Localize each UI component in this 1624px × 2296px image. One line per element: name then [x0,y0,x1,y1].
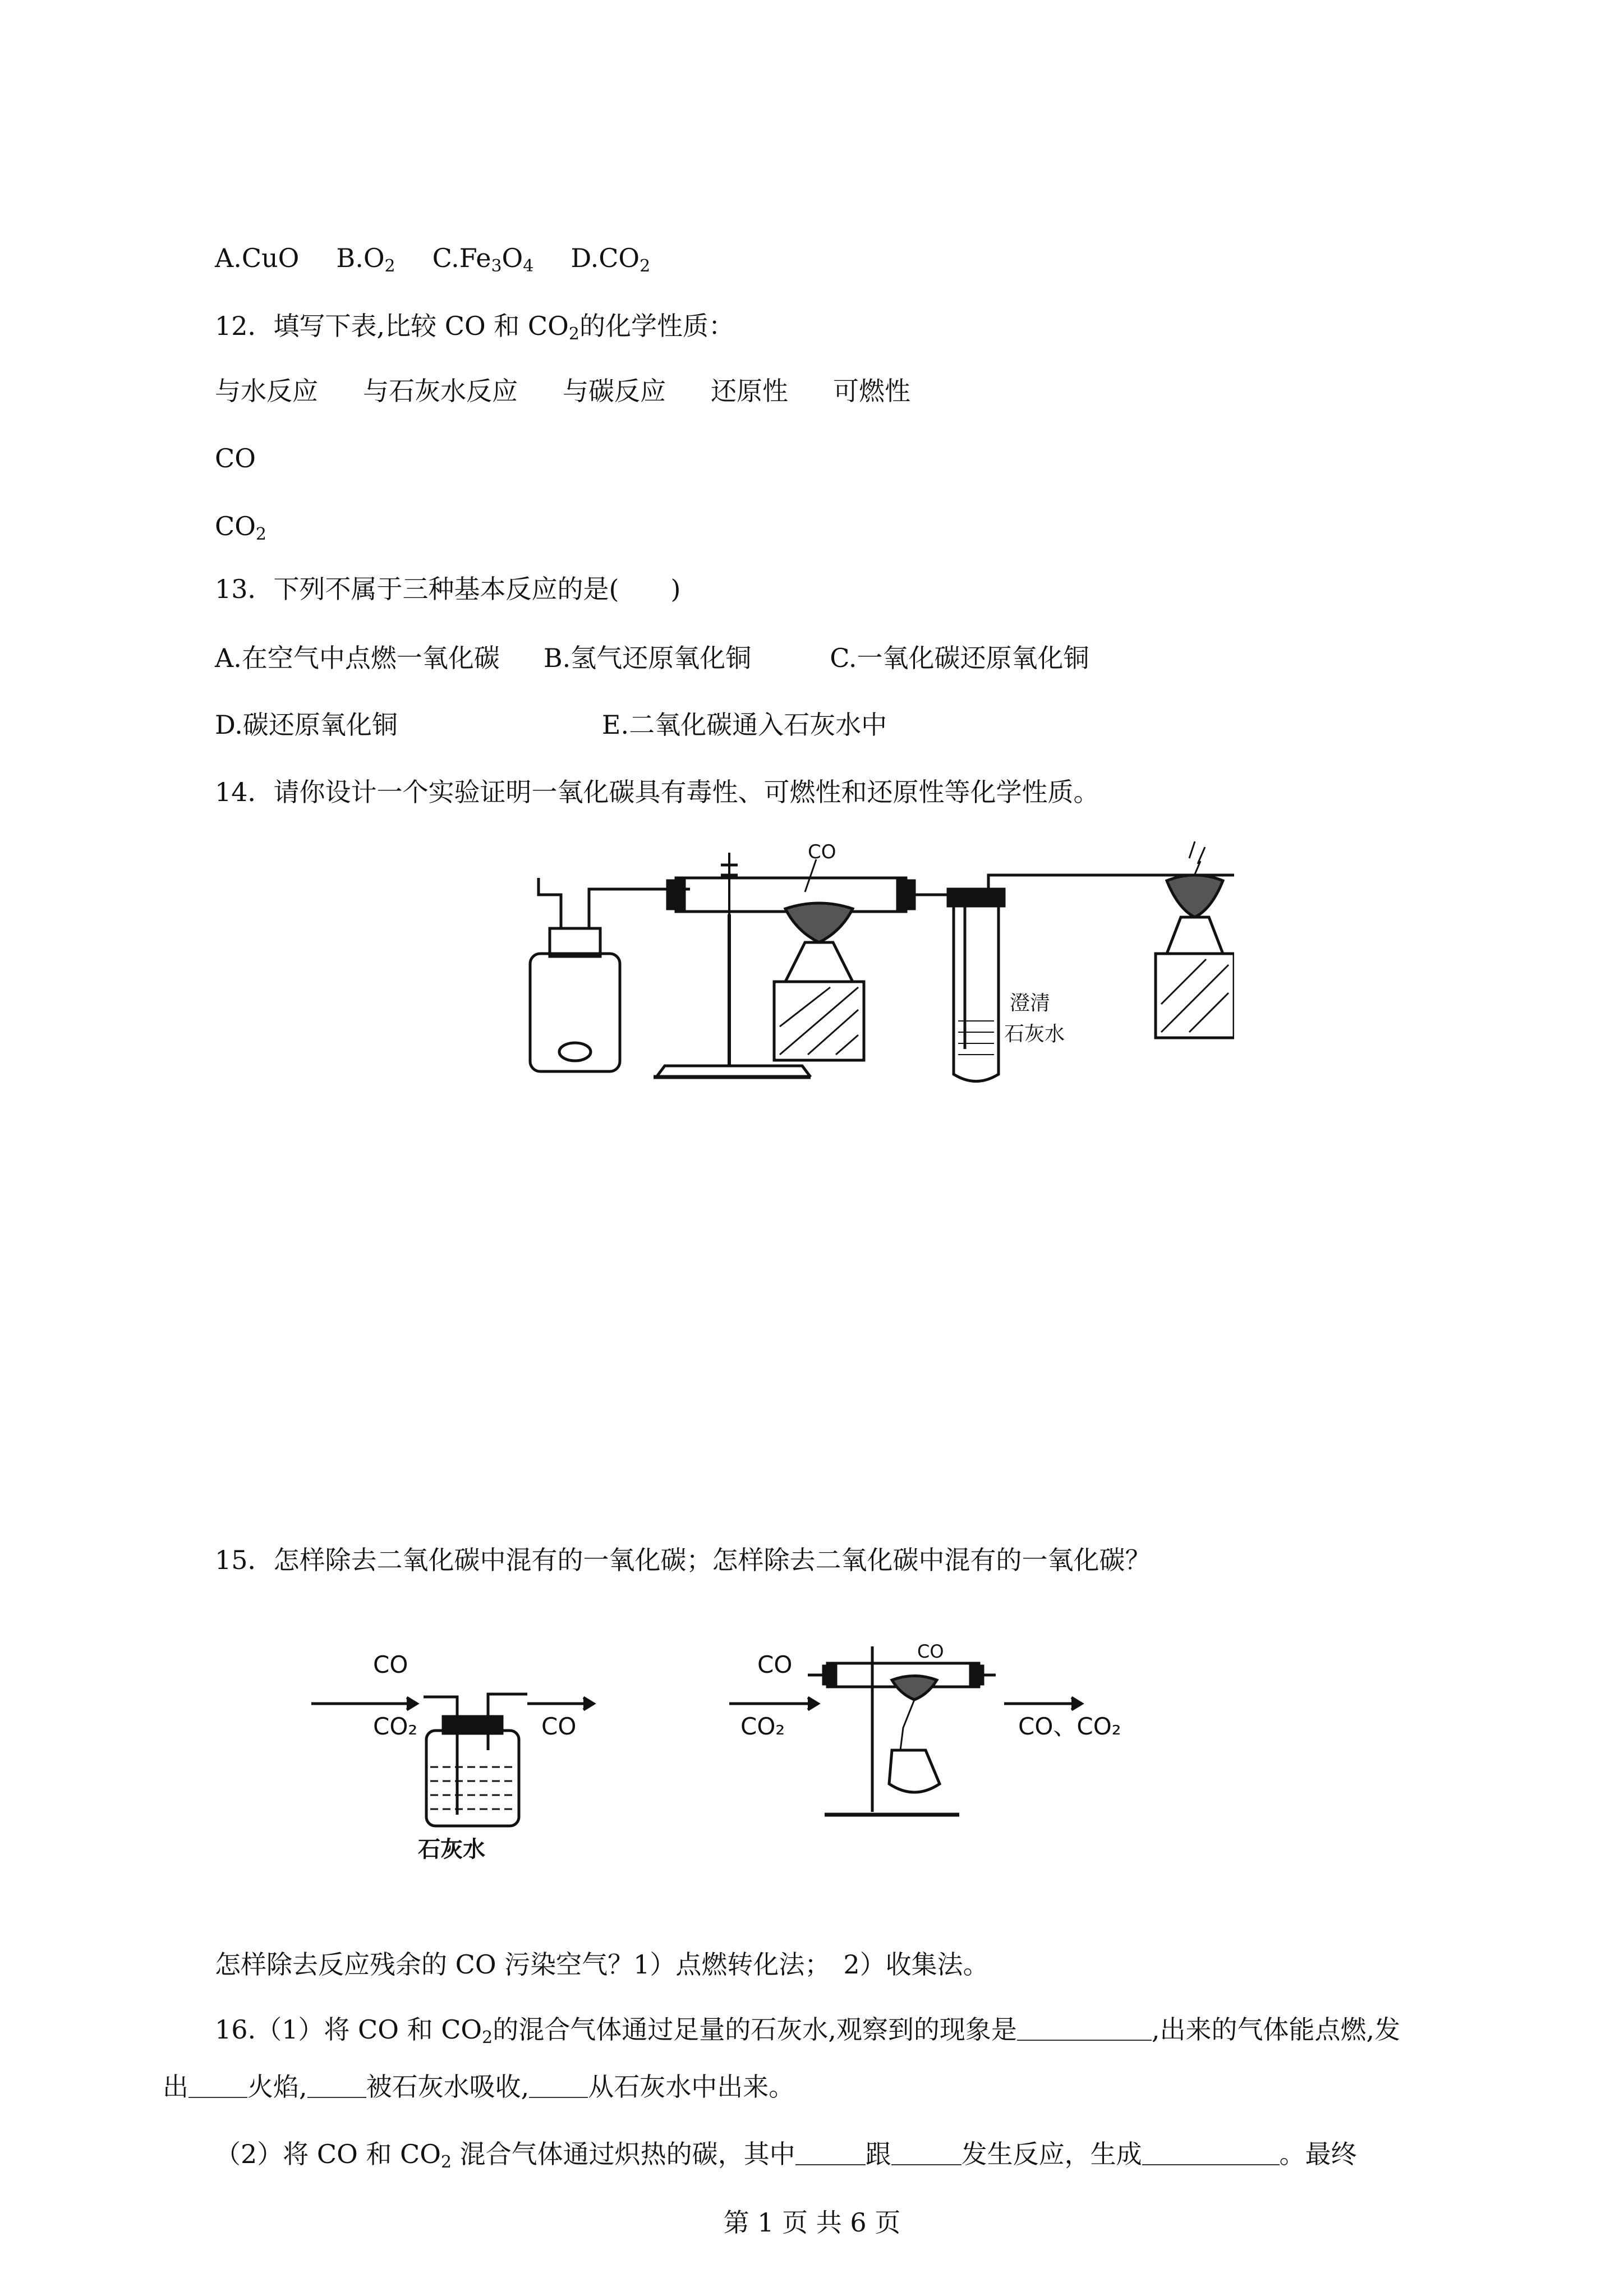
q11-option-a: A.CuO [215,243,300,273]
q14-limewater-label-1: 澄清 [1010,992,1051,1015]
q16-blank-reactant2[interactable] [891,2138,961,2165]
q11-option-c: $C.Fe_3O_4$ [432,243,534,276]
q14-limewater-label-2: 石灰水 [1004,1023,1065,1046]
q12-header-flammable: 可燃性 [833,376,910,406]
q15-fig2-in-co: CO [757,1651,793,1678]
q14-co-label: CO [808,841,836,863]
q16-blank-reactant1[interactable] [795,2138,866,2165]
q14-mouse [559,1043,591,1061]
q13-options-row1 [215,641,1089,675]
q15-fig2-in-co2: CO₂ [740,1713,785,1740]
q13-option-a: A.在空气中点燃一氧化碳 [215,643,500,673]
q15-fig1-in-co: CO [373,1651,408,1678]
q16-blank-passed[interactable] [529,2071,588,2098]
q14-apparatus-diagram [505,836,1234,1094]
q12-header-limewater: 与石灰水反应 [363,376,518,406]
q13-option-e: E.二氧化碳通入石灰水中 [601,710,887,740]
q15-fig2-tube-co: CO [917,1641,944,1662]
q12-header-carbon: 与碳反应 [563,376,666,406]
q12-row-co: CO [215,443,256,473]
q16-part1-line1: 16.（1）将 CO 和 $CO_2$的混合气体通过足量的石灰水,观察到的现象是 ,出来的气体能点燃,发 [215,2014,1401,2047]
q15-fig1-limewater-label: 石灰水 [418,1837,485,1862]
q15-stem: 15．怎样除去二氧化碳中混有的一氧化碳；怎样除去二氧化碳中混有的一氧化碳？ [215,1545,1151,1575]
q14-end-flame [1167,875,1223,917]
q11-option-d: $D.CO_2$ [571,243,651,276]
q12-header-water: 与水反应 [215,376,318,406]
q13-options-row2 [215,708,887,742]
q13-option-b: B.氢气还原氧化铜 [543,643,752,673]
q16-part2-line1: （2）将 CO 和 $CO_2$ 混合气体通过炽热的碳，其中 跟 发生反应，生成 。最终 [215,2139,1357,2172]
q12-header-reducing: 还原性 [711,376,788,406]
q15-fig1-out-co: CO [541,1713,577,1740]
q14-stem: 14．请你设计一个实验证明一氧化碳具有毒性、可燃性和还原性等化学性质。 [215,777,1099,807]
q15-fig2-out: CO、CO₂ [1018,1713,1121,1740]
q12-stem: 12．填写下表,比较 CO 和 $CO_2$的化学性质： [215,311,734,344]
q13-option-d: D.碳还原氧化铜 [215,710,398,740]
q14-flame [785,903,853,942]
q14-limewater-tube [954,895,999,1082]
q15-heated-tube-diagram [724,1638,1150,1829]
q12-table-header [215,374,910,408]
q16-blank-product[interactable] [1142,2138,1280,2165]
q13-stem: 13．下列不属于三种基本反应的是( ) [215,574,681,604]
q16-blank-absorbed[interactable] [307,2071,366,2098]
q16-blank-flame[interactable] [188,2071,247,2098]
q13-option-c: C.一氧化碳还原氧化铜 [830,643,1089,673]
q11-option-b: $B.O_2$ [336,243,395,276]
q12-row-co2: $CO_2$ [215,511,267,544]
q15-followup: 怎样除去反应残余的 CO 污染空气？1）点燃转化法； 2）收集法。 [215,1949,989,1980]
q15-limewater-diagram [306,1638,654,1862]
q16-part1-line2: 出 火焰, 被石灰水吸收, 从石灰水中出来。 [163,2072,795,2102]
q11-options [215,241,650,275]
q15-fig1-in-co2: CO₂ [373,1713,418,1740]
q15-burner [889,1750,940,1792]
q15-wash-bottle [426,1731,519,1826]
page-footer: 第 1 页 共 6 页 [723,2207,901,2238]
q14-mouse-jar [530,954,620,1071]
q16-blank-phenomenon[interactable] [1017,2014,1152,2041]
